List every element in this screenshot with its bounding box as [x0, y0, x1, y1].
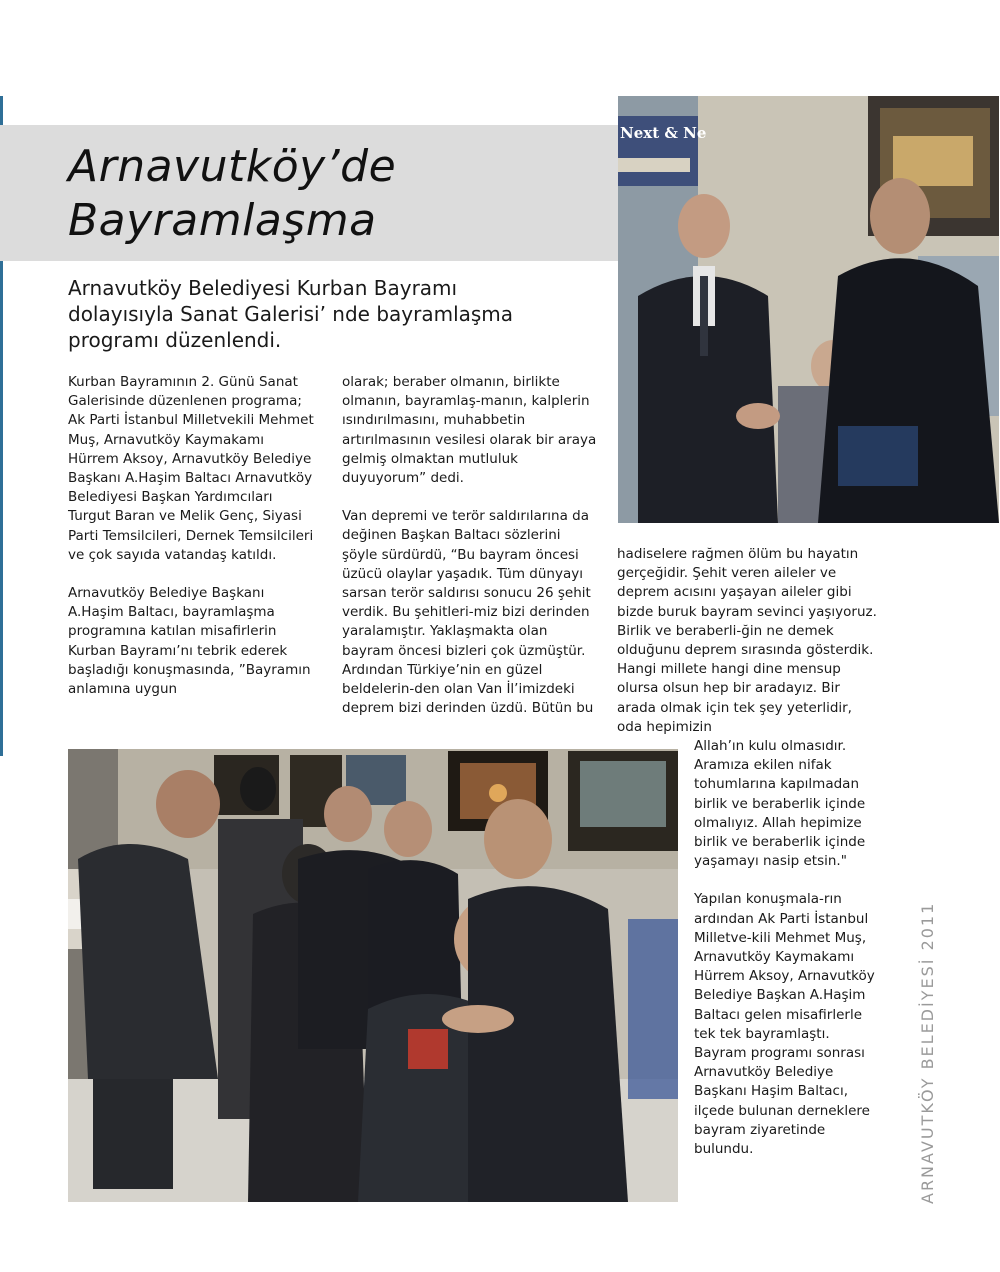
shop-sign-text: Next & Ne	[620, 124, 707, 142]
text-column-3	[617, 545, 879, 756]
photo-bayramlasma	[68, 749, 678, 1202]
col4-paragraph-3: Bayram programı sonrası Arnavutköy Belediye Başkanı Haşim Baltacı, ilçede bulunan derneklere bayram ziyaretinde bulundu.	[694, 1045, 870, 1158]
text-column-2	[342, 373, 600, 737]
title-line-2: Bayramlaşma	[68, 195, 377, 246]
lead-paragraph: Arnavutköy Belediyesi Kurban Bayramı dolayısıyla Sanat Galerisi’ nde bayramlaşma programı düzenlendi.	[68, 276, 514, 352]
text-column-1	[68, 373, 318, 718]
text-column-4	[694, 737, 880, 1178]
page-title	[68, 140, 396, 248]
col2-paragraph-2: Van depremi ve terör saldırılarına da değinen Başkan Baltacı sözlerini şöyle sürdürdü, “Bu bayram öncesi üzücü olaylar yaşadık. Tüm dünyayı sarsan terör saldırısı sonucu 26 şehit verdik. Bu şehitleri-miz bizi derinden yaralamıştır. Yaklaşmakta olan bayram öncesi bizleri çok üzmüştür. Ardından Türkiye’nin en güzel beldelerin-den olan Van İl’imizdeki deprem bizi derinden üzdü. Bütün bu	[342, 508, 594, 717]
photo-handshake	[618, 96, 999, 523]
col3-paragraph-1: hadiselere rağmen ölüm bu hayatın gerçeğidir. Şehit veren aileler ve deprem acısını yaşayan aileler gibi bizde buruk bayram sevinci yaşıyoruz. Birlik ve beraberli-ğin ne demek olduğunu deprem sırasında gösterdik. Hangi millete hangi dine mensup olursa olsun hep bir aradayız. Bir arada olmak için tek şey yeterlidir, oda hepimizin	[617, 546, 877, 735]
vertical-publication-label	[908, 901, 948, 1206]
col1-paragraph-1: Kurban Bayramının 2. Günü Sanat Galerisinde düzenlenen programa; Ak Parti İstanbul Milletvekili Mehmet Muş, Arnavutköy Kaymakamı Hürrem Aksoy, Arnavutköy Belediye Başkanı A.Haşim Baltacı Arnavutköy Belediyesi Başkan Yardımcıları Turgut Baran ve Melik Genç, Siyasi Parti Temsilcileri, Dernek Temsilcileri ve çok sayıda vatandaş katıldı.	[68, 374, 314, 563]
col1-paragraph-2: Arnavutköy Belediye Başkanı A.Haşim Baltacı, bayramlaşma programına katılan misafirlerin Kurban Bayramı’nı tebrik ederek başladığı konuşmasında, ”Bayramın anlamına uygun	[68, 585, 311, 698]
col4-paragraph-2: Yapılan konuşmala-rın ardından Ak Parti İstanbul Milletve-kili Mehmet Muş, Arnavutköy Kaymakamı Hürrem Aksoy, Arnavutköy Belediye Başkan A.Haşim Baltacı gelen misafirlerle tek tek bayramlaştı.	[694, 891, 875, 1042]
col2-paragraph-1: olarak; beraber olmanın, birlikte olmanın, bayramlaş-manın, kalplerin ısındırılmasını, muhabbetin artırılmasının vesilesi olarak bir araya gelmiş olmaktan mutluluk duyuyorum” dedi.	[342, 374, 597, 487]
title-line-1: Arnavutköy’de	[68, 141, 397, 192]
vertical-label-text: ARNAVUTKÖY BELEDİYESİ 2011	[918, 901, 937, 1204]
col4-paragraph-1: Allah’ın kulu olmasıdır. Aramıza ekilen nifak tohumlarına kapılmadan birlik ve beraberlik içinde olmalıyız. Allah hepimize birlik ve beraberlik içinde yaşamayı nasip etsin."	[694, 738, 866, 870]
